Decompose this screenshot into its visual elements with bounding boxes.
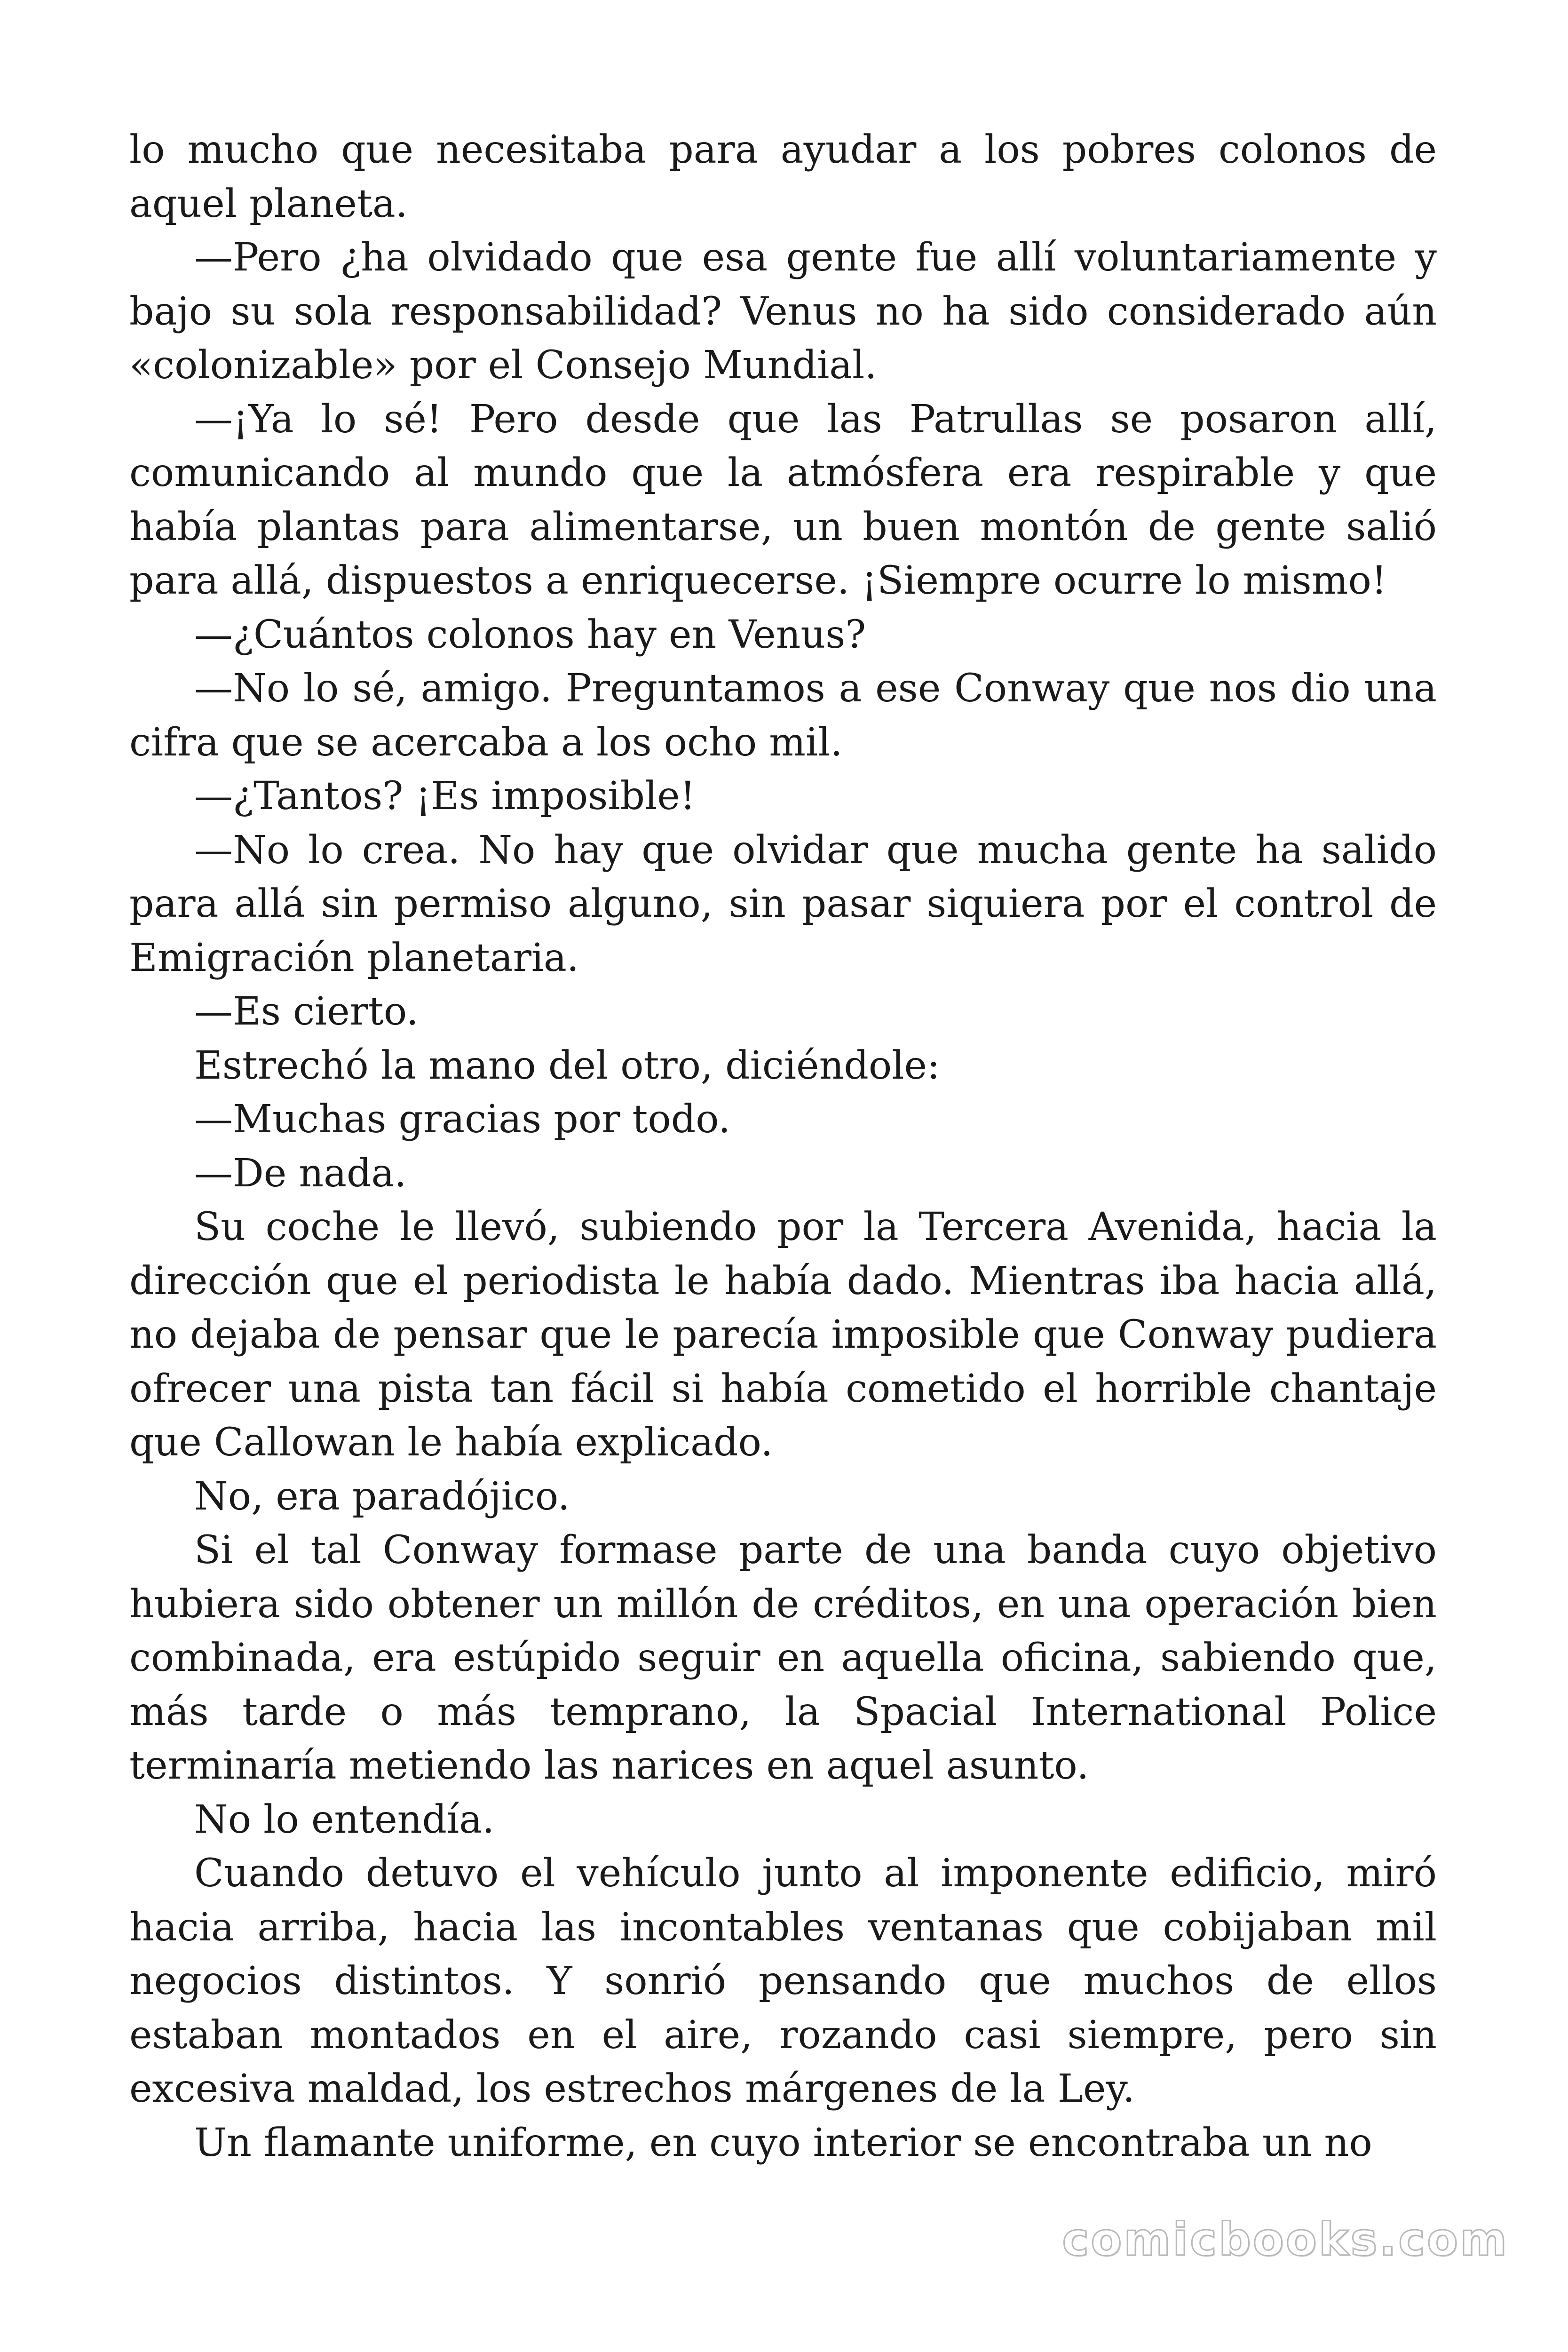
paragraph-2: —Pero ¿ha olvidado que esa gente fue allí voluntariamente y bajo su sola responsabilidad? Venus no ha sido considerado aún «colonizable» por el Consejo Mundial. — [129, 235, 1437, 388]
paragraph-14: Si el tal Conway formase parte de una banda cuyo objetivo hubiera sido obtener un millón de créditos, en una operación bien combinada, era estúpido seguir en aquella oficina, sabiendo que, más tarde o más temprano, la Spacial International Police terminaría metiendo las narices en aquel asunto. — [129, 1528, 1437, 1788]
paragraph-5: —No lo sé, amigo. Preguntamos a ese Conway que nos dio una cifra que se acercaba a los ocho mil. — [129, 666, 1437, 765]
paragraph-3: —¡Ya lo sé! Pero desde que las Patrullas se posaron allí, comunicando al mundo que la atmósfera era respirable y que había plantas para alimentarse, un buen montón de gente salió para allá, dispuestos a enriquecerse. ¡Siempre ocurre lo mismo! — [129, 397, 1437, 603]
book-page-text — [129, 123, 1437, 2170]
paragraph-10: —Muchas gracias por todo. — [194, 1097, 731, 1142]
paragraph-4: —¿Cuántos colonos hay en Venus? — [194, 612, 866, 657]
paragraph-13: No, era paradójico. — [194, 1474, 570, 1519]
paragraph-16: Cuando detuvo el vehículo junto al imponente edificio, miró hacia arriba, hacia las incontables ventanas que cobijaban mil negocios distintos. Y sonrió pensando que muchos de ellos estaban montados en el aire, rozando casi siempre, pero sin excesiva maldad, los estrechos márgenes de la Ley. — [129, 1851, 1437, 2111]
paragraph-11: —De nada. — [194, 1151, 407, 1196]
paragraph-1: lo mucho que necesitaba para ayudar a los pobres colonos de aquel planeta. — [129, 127, 1437, 226]
paragraph-9: Estrechó la mano del otro, diciéndole: — [194, 1043, 940, 1088]
paragraph-7: —No lo crea. No hay que olvidar que mucha gente ha salido para allá sin permiso alguno, sin pasar siquiera por el control de Emigración planetaria. — [129, 827, 1437, 980]
paragraph-15: No lo entendía. — [194, 1797, 495, 1842]
paragraph-12: Su coche le llevó, subiendo por la Tercera Avenida, hacia la dirección que el periodista le había dado. Mientras iba hacia allá, no dejaba de pensar que le parecía imposible que Conway pudiera ofrecer una pista tan fácil si había cometido el horrible chantaje que Callowan le había explicado. — [129, 1205, 1437, 1465]
paragraph-8: —Es cierto. — [194, 989, 419, 1034]
watermark: comicbooks.com — [1062, 2213, 1509, 2266]
paragraph-17: Un flamante uniforme, en cuyo interior se encontraba un no — [194, 2120, 1372, 2165]
paragraph-6: —¿Tantos? ¡Es imposible! — [194, 774, 696, 818]
